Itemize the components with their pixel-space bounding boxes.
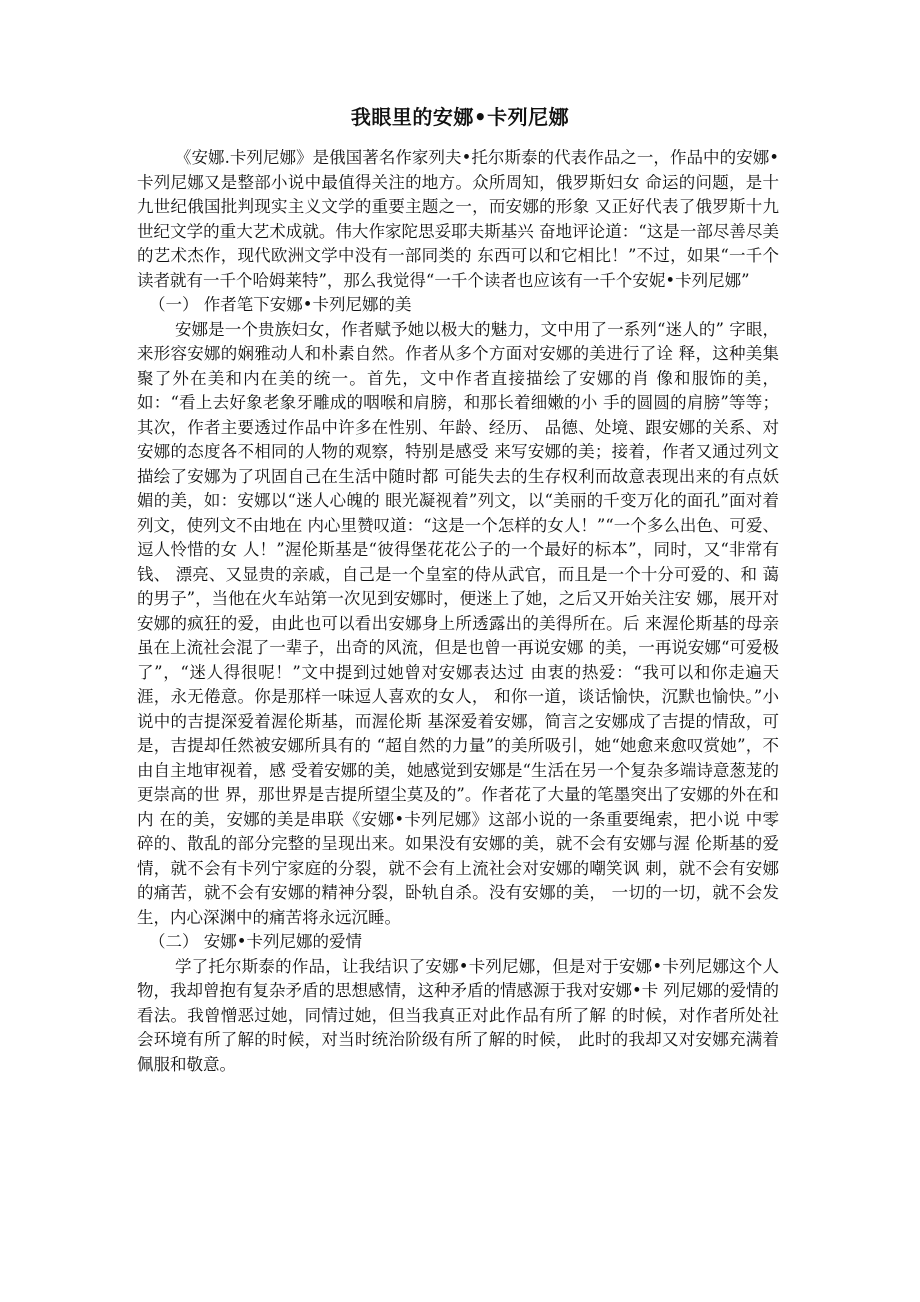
section-2-paragraph: 学了托尔斯泰的作品，让我结识了安娜•卡列尼娜，但是对于安娜•卡列尼娜这个人物，我却曾抱有复杂矛盾的思想感情，这种矛盾的情感源于我对安娜•卡 列尼娜的爱情的看法。我曾憎恶过她，同情过她，但当我真正对此作品有所了解 的时候，对作者所处社会环境有所了解的时候，对当时统治阶级有所了解的时候， 此时的我却又对安娜充满着佩服和敬意。 [137,956,779,1074]
document-title: 我眼里的安娜•卡列尼娜 [350,105,570,129]
section-2-heading: （二） 安娜•卡列尼娜的爱情 [149,932,362,951]
intro-paragraph: 《安娜.卡列尼娜》是俄国著名作家列夫•托尔斯泰的代表作品之一，作品中的安娜•卡列尼娜又是整部小说中最值得关注的地方。众所周知，俄罗斯妇女 命运的问题，是十九世纪俄国批判现实主义文学的重要主题之一，而安娜的形象 又正好代表了俄罗斯十九世纪文学的重大艺术成就。伟大作家陀思妥耶夫斯基兴 奋地评论道：“这是一部尽善尽美的艺术杰作，现代欧洲文学中没有一部同类的 东西可以和它相比！”不过，如果“一千个读者就有一千个哈姆莱特”，那么我觉得“一千个读者也应该有一千个安妮•卡列尼娜” [137,148,779,290]
section-1-heading: （一） 作者笔下安娜•卡列尼娜的美 [149,295,412,314]
section-1-paragraph: 安娜是一个贵族妇女，作者赋予她以极大的魅力，文中用了一系列“迷人的” 字眼，来形容安娜的娴雅动人和朴素自然。作者从多个方面对安娜的美进行了诠 释，这种美集聚了外在美和内在美的统一。首先，文中作者直接描绘了安娜的肖 像和服饰的美，如：“看上去好象老象牙雕成的咽喉和肩膀，和那长着细嫩的小 手的圆圆的肩膀”等等；其次，作者主要透过作品中许多在性别、年龄、经历、 品德、处境、跟安娜的关系、对安娜的态度各不相同的人物的观察，特别是感受 来写安娜的美；接着，作者又通过列文描绘了安娜为了巩固自己在生活中随时都 可能失去的生存权利而故意表现出来的有点妖媚的美，如：安娜以“迷人心魄的 眼光凝视着”列文，以“美丽的千变万化的面孔”面对着列文，使列文不由地在 内心里赞叹道：“这是一个怎样的女人！”“一个多么出色、可爱、逗人怜惜的女 人！”渥伦斯基是“彼得堡花花公子的一个最好的标本”，同时，又“非常有钱、 漂亮、又显贵的亲戚，自己是一个皇室的侍从武官，而且是一个十分可爱的、和 蔼的男子”，当他在火车站第一次见到安娜时，便迷上了她，之后又开始关注安 娜，展开对安娜的疯狂的爱，由此也可以看出安娜身上所透露出的美得所在。后 来渥伦斯基的母亲虽在上流社会混了一辈子，出奇的风流，但是也曾一再说安娜 的美，一再说安娜“可爱极了”，“迷人得很呢！”文中提到过她曾对安娜表达过 由衷的热爱：“我可以和你走遍天涯，永无倦意。你是那样一味逗人喜欢的女人， 和你一道，谈话愉快，沉默也愉快。”小说中的吉提深爱着渥伦斯基，而渥伦斯 基深爱着安娜，简言之安娜成了吉提的情敌，可是，吉提却任然被安娜所具有的 “超自然的力量”的美所吸引，她“她愈来愈叹赏她”，不由自主地审视着，感 受着安娜的美，她感觉到安娜是“生活在另一个复杂多端诗意葱茏的更崇高的世 界，那世界是吉提所望尘莫及的”。作者花了大量的笔墨突出了安娜的外在和内 在的美，安娜的美是串联《安娜•卡列尼娜》这部小说的一条重要绳索，把小说 中零碎的、散乱的部分完整的呈现出来。如果没有安娜的美，就不会有安娜与渥 伦斯基的爱情，就不会有卡列宁家庭的分裂，就不会有上流社会对安娜的嘲笑讽 刺，就不会有安娜的痛苦，就不会有安娜的精神分裂，卧轨自杀。没有安娜的美， 一切的一切，就不会发生，内心深渊中的痛苦将永远沉睡。 [137,319,779,927]
document-body [137,146,779,1077]
